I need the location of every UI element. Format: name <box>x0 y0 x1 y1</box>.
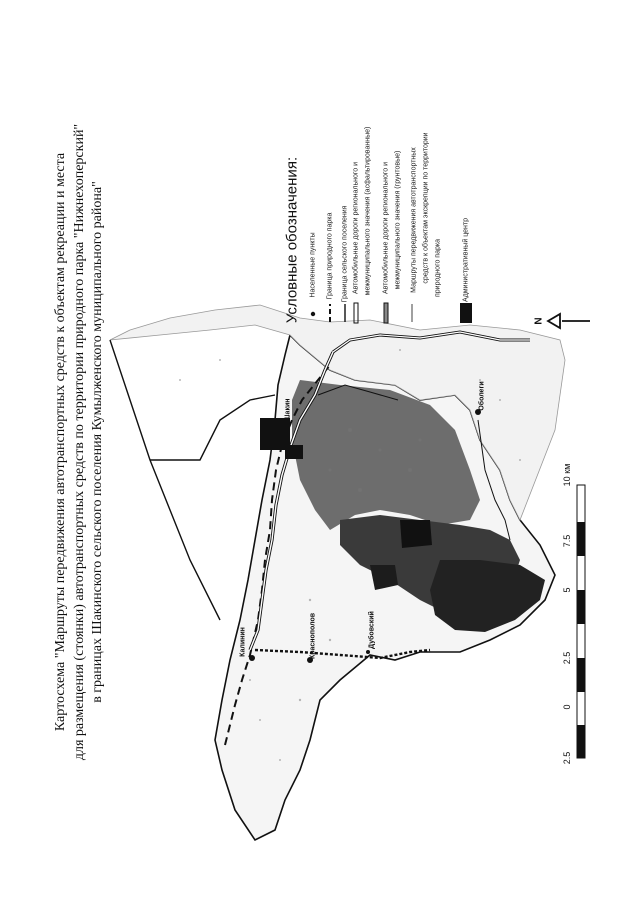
legend-label: Автомобильные дороги регионального и <box>352 161 360 295</box>
legend-label: Маршруты передвижения автотранспортных <box>410 147 418 293</box>
north-arrow-icon <box>548 314 590 328</box>
legend-label: межмуниципального значения (грунтовые) <box>394 150 402 290</box>
north-label: N <box>533 317 545 325</box>
legend-label: Граница природного парка <box>326 212 334 300</box>
legend-label: средств к объектам экскрепции по территории <box>422 132 430 284</box>
legend-title: Условные обозначения: <box>283 156 301 324</box>
place-label-kalinin: Калинин <box>239 627 247 657</box>
place-label-obolegi: Оболеги <box>478 381 486 411</box>
legend-label: Административный центр <box>462 218 470 302</box>
legend-symbol-dot <box>311 312 315 316</box>
legend-symbol-black-box <box>460 303 472 323</box>
forest-patch-mid <box>400 520 432 548</box>
place-label-dubovsky: Дубовский <box>368 611 376 649</box>
scale-tick-label: 5 <box>562 587 572 593</box>
settlement-dot-dubovsky <box>366 650 370 654</box>
legend-label: межмуниципального значения (асфальтированные) <box>364 126 372 296</box>
legend-label: Автомобильные дороги регионального и <box>382 161 390 295</box>
map-title-line-1: Картосхема "Маршруты передвижения автотранспортных средств к объектам рекреации и места <box>53 152 68 732</box>
place-label-krasnopolov: Краснополов <box>309 612 317 660</box>
scale-tick-label: 0 <box>562 704 572 710</box>
scale-tick-label: 2.5 <box>562 651 572 665</box>
legend-symbol-double <box>354 303 358 323</box>
legend-symbol-hatched <box>384 303 388 323</box>
legend-label: природного парка <box>434 239 442 297</box>
map-title-line-3: в границах Шакинского сельского поселения Кумылженского муниципального района" <box>90 181 105 703</box>
district-line-2 <box>150 395 275 460</box>
legend-label: Граница сельского поселения <box>341 205 349 303</box>
scale-tick-label: 10 км <box>562 463 572 487</box>
settlement-dot-kalinin <box>249 655 255 661</box>
scale-tick-label: 2.5 <box>562 751 572 765</box>
forest-area-south <box>430 560 545 632</box>
map-title-line-2: для размещения (стоянки) автотранспортных средств по территории природного парка "Нижнехоперский" <box>72 123 87 761</box>
district-line <box>110 340 220 620</box>
scale-bar <box>577 485 585 758</box>
legend-label: Населенные пункты <box>309 232 317 298</box>
scale-tick-label: 7.5 <box>562 534 572 548</box>
legend-symbols <box>311 303 472 323</box>
place-label-shakin: Шакин <box>284 398 292 422</box>
